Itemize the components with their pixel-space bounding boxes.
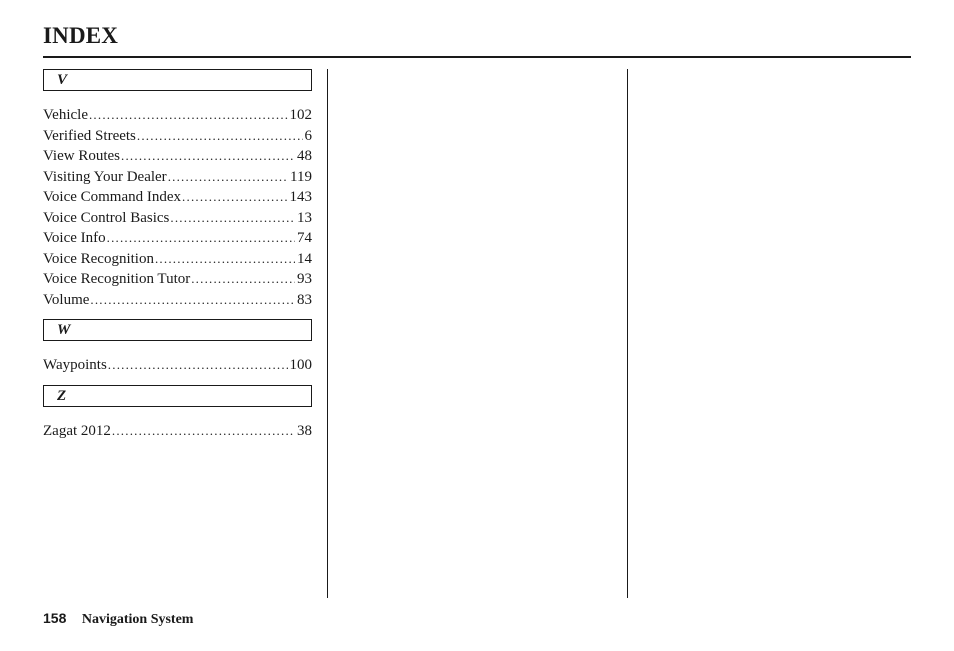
index-entry-list [43, 421, 312, 442]
section-letter-heading: Z [43, 385, 312, 407]
page-title: INDEX [43, 23, 119, 48]
entry-page-number: 119 [290, 168, 312, 185]
section-letter-heading: V [43, 69, 312, 91]
entry-term: Volume [43, 291, 90, 308]
dot-leader [90, 290, 295, 311]
entry-page-number: 143 [289, 189, 312, 205]
dot-leader [155, 249, 295, 270]
index-entry [43, 421, 312, 442]
dot-leader [108, 355, 288, 376]
entry-term: Verified Streets [43, 127, 136, 144]
index-entry [43, 208, 312, 229]
entry-term: Waypoints [43, 357, 107, 373]
index-entry [43, 167, 312, 188]
dot-leader [89, 105, 288, 126]
column-divider-left [327, 69, 328, 598]
index-section-w [43, 319, 312, 376]
index-entry [43, 290, 312, 311]
entry-term: Voice Control Basics [43, 209, 170, 226]
index-entry [43, 126, 312, 147]
entry-page-number: 48 [297, 148, 312, 164]
entry-page-number: 14 [297, 250, 312, 267]
dot-leader [191, 269, 295, 290]
entry-term: View Routes [43, 148, 121, 164]
dot-leader [182, 187, 287, 208]
index-entry [43, 355, 312, 376]
entry-page-number: 100 [289, 357, 312, 373]
title-rule [43, 56, 911, 58]
entry-page-number: 38 [297, 422, 312, 439]
index-column-1 [43, 69, 312, 441]
entry-term: Voice Recognition [43, 250, 154, 267]
page-footer [43, 609, 193, 629]
index-entry [43, 269, 312, 290]
entry-page-number: 93 [297, 271, 312, 287]
index-entry-list [43, 105, 312, 310]
index-entry [43, 105, 312, 126]
index-entry [43, 146, 312, 167]
footer-manual-name: Navigation System [81, 612, 194, 627]
index-section-z [43, 385, 312, 442]
entry-term: Visiting Your Dealer [43, 168, 167, 185]
dot-leader [112, 421, 295, 442]
entry-term: Zagat 2012 [43, 422, 111, 439]
entry-page-number: 6 [304, 127, 312, 144]
index-entry [43, 187, 312, 208]
column-divider-right [627, 69, 628, 598]
dot-leader [107, 228, 295, 249]
footer-page-number: 158 [43, 610, 67, 626]
dot-leader [137, 126, 303, 147]
entry-page-number: 13 [297, 209, 312, 226]
index-entry [43, 228, 312, 249]
index-entry-list [43, 355, 312, 376]
index-section-v [43, 69, 312, 310]
entry-term: Vehicle [43, 107, 88, 123]
entry-page-number: 83 [297, 291, 312, 308]
entry-page-number: 102 [289, 107, 312, 123]
dot-leader [121, 146, 295, 167]
entry-page-number: 74 [297, 230, 312, 246]
entry-term: Voice Info [43, 230, 106, 246]
entry-term: Voice Command Index [43, 189, 182, 205]
dot-leader [170, 208, 295, 229]
dot-leader [168, 167, 288, 188]
entry-term: Voice Recognition Tutor [43, 271, 191, 287]
index-entry [43, 249, 312, 270]
section-letter-heading: W [43, 319, 312, 341]
